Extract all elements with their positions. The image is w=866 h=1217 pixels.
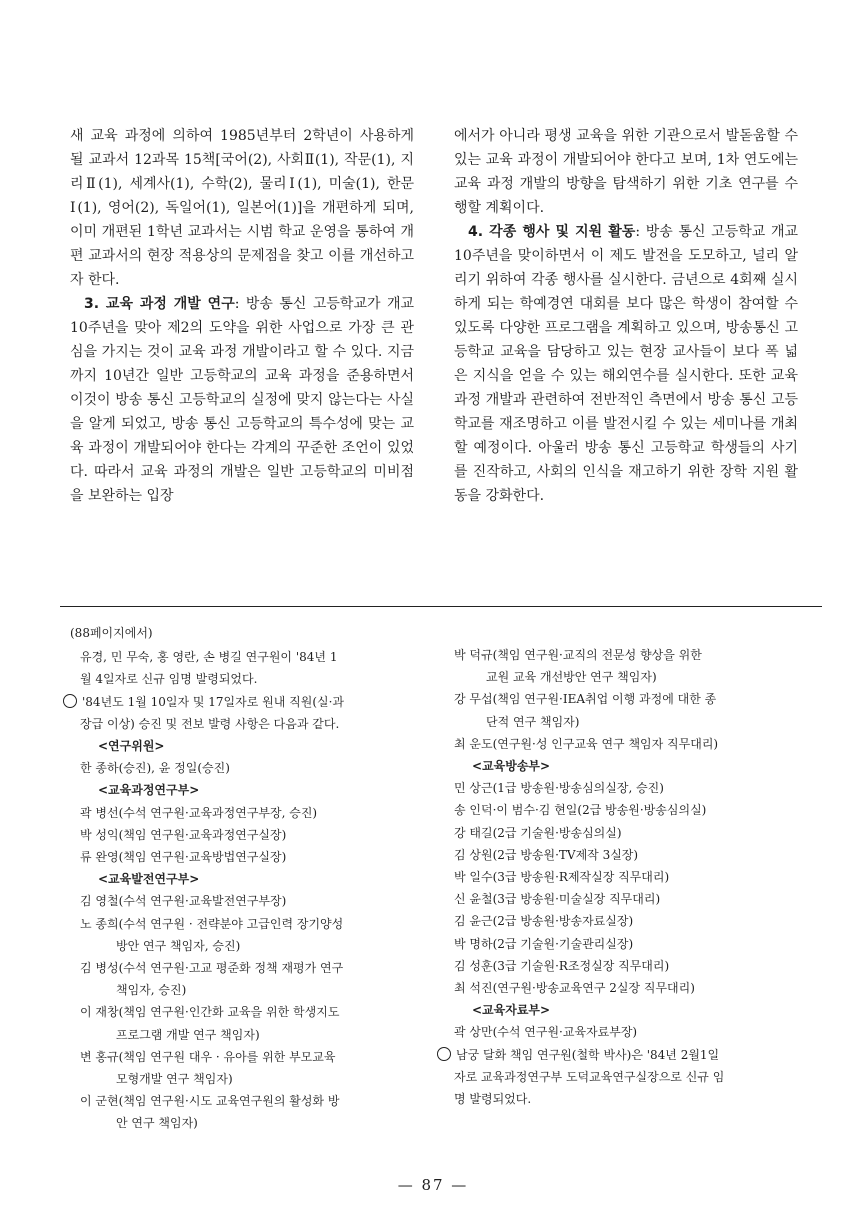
notes-section	[70, 622, 800, 1135]
note-line: 곽 병선(수석 연구원·교육과정연구부장, 승진)	[80, 805, 318, 820]
note-line: 월 4일자로 신규 임명 발령되었다.	[80, 672, 258, 687]
main-text-section	[70, 124, 798, 508]
paragraph-events-support	[454, 220, 798, 508]
note-section-label: <교육방송부>	[472, 759, 551, 774]
note-line-continuation: 방안 연구 책임자, 승진)	[116, 938, 241, 953]
note-line-text: '84년도 1월 10일자 및 17일자로 원내 직원(실·과	[82, 694, 345, 709]
note-line: 김 윤근(2급 방송원·방송자료실장)	[454, 914, 634, 929]
note-line-continuation: 책임자, 승진)	[116, 983, 187, 998]
note-line: 최 석진(연구원·방송교육연구 2실장 직무대리)	[454, 981, 695, 996]
note-line: 자로 교육과정연구부 도덕교육연구실장으로 신규 임	[454, 1069, 725, 1084]
note-line: 한 종하(승진), 윤 정일(승진)	[80, 761, 230, 776]
note-line: 송 인덕·이 범수·김 현일(2급 방송원·방송심의실)	[454, 803, 707, 818]
section-text-events: : 방송 통신 고등학교 개교 10주년을 맞이하면서 이 제도 발전을 도모하고, 널리 알리기 위하여 각종 행사를 실시한다. 금년으로 4회째 실시하게 되는 학예경연 대회를 보다 많은 학생이 참여할 수 있도록 다양한 프로그램을 계획하고 있으며, 방송통신 고등학교 교육을 담당하고 있는 현장 교사들이 보다 폭 넓은 지식을 얻을 수 있는 해외연수를 실시한다. 또한 교육 과정 개발과 관련하여 전반적인 측면에서 방송 통신 고등학교를 재조명하고 이를 발전시킬 수 있는 세미나를 개최할 예정이다. 아울러 방송 통신 고등학교 학생들의 사기를 진작하고, 사회의 인식을 재고하기 위한 장학 지원 활동을 강화한다.	[454, 224, 798, 504]
circle-bullet-icon	[63, 694, 77, 708]
section-heading-curriculum: 3. 교육 과정 개발 연구	[84, 296, 235, 312]
note-section-label: <교육발전연구부>	[98, 872, 200, 887]
note-line: 김 영철(수석 연구원·교육발전연구부장)	[80, 894, 287, 909]
left-text-column	[70, 124, 414, 508]
note-line: 류 완영(책임 연구원·교육방법연구실장)	[80, 850, 287, 865]
note-line: 민 상근(1급 방송원·방송심의실장, 승진)	[454, 781, 664, 796]
note-line: 변 홍규(책임 연구원 대우 · 유아를 위한 부모교육	[80, 1049, 336, 1064]
note-line: 강 태길(2급 기술원·방송심의실)	[454, 825, 622, 840]
note-line: 박 성익(책임 연구원·교육과정연구실장)	[80, 827, 287, 842]
section-text-curriculum: : 방송 통신 고등학교가 개교 10주년을 맞아 제2의 도약을 위한 사업으로 가장 큰 관심을 가지는 것이 교육 과정 개발이라고 할 수 있다. 지금까지 10년간 일반 고등학교의 교육 과정을 준용하면서 이것이 방송 통신 고등학교의 실정에 맞지 않는다는 사실을 알게 되었고, 방송 통신 고등학교의 특수성에 맞는 교육 과정이 개발되어야 한다는 각계의 꾸준한 조언이 있었다. 따라서 교육 과정의 개발은 일반 고등학교의 미비점을 보완하는 입장	[70, 296, 414, 504]
note-line: 최 운도(연구원·성 인구교육 연구 책임자 직무대리)	[454, 736, 719, 751]
note-line: 장급 이상) 승진 및 전보 발령 사항은 다음과 같다.	[80, 716, 340, 731]
paragraph-curriculum-continued: 에서가 아니라 평생 교육을 위한 기관으로서 발돋움할 수 있는 교육 과정이 개발되어야 한다고 보며, 1차 연도에는 교육 과정 개발의 방향을 탐색하기 위한 기초 연구를 수행할 계획이다.	[454, 128, 798, 216]
note-line: 이 군현(책임 연구원·시도 교육연구원의 활성화 방	[80, 1094, 340, 1109]
note-line: 강 무섭(책임 연구원·IEA취업 이행 과정에 대한 종	[454, 692, 717, 707]
note-line: 김 상원(2급 방송원·TV제작 3실장)	[454, 847, 639, 862]
notes-left-column	[70, 622, 410, 1135]
note-section-label: <연구위원>	[98, 739, 165, 754]
circle-bullet-icon	[437, 1047, 451, 1061]
note-section-label: <교육자료부>	[472, 1003, 551, 1018]
note-line: 신 윤철(3급 방송원·미술실장 직무대리)	[454, 892, 661, 907]
note-line: 유경, 민 무숙, 홍 영란, 손 병길 연구원이 '84년 1	[80, 650, 338, 665]
notes-source-reference: (88페이지에서)	[70, 626, 153, 640]
paragraph-textbook-revision: 새 교육 과정에 의하여 1985년부터 2학년이 사용하게 될 교과서 12과목 15책[국어(2), 사회Ⅱ(1), 작문(1), 지리Ⅱ(1), 세계사(1), 수학(2), 물리Ⅰ(1), 미술(1), 한문Ⅰ(1), 영어(2), 독일어(1), 일본어(1)]을 개편하게 되며, 이미 개편된 1학년 교과서는 시범 학교 운영을 통하여 개편 교과서의 현장 적용상의 문제점을 찾고 이를 개선하고자 한다.	[70, 128, 414, 288]
note-line: 박 명하(2급 기술원·기술관리실장)	[454, 936, 634, 951]
note-line-text: 남궁 달화 책임 연구원(철학 박사)은 '84년 2월1일	[456, 1047, 720, 1062]
note-line: 박 일수(3급 방송원·R제작실장 직무대리)	[454, 870, 670, 885]
notes-right-column	[444, 622, 800, 1135]
page-number: — 87 —	[397, 1176, 469, 1194]
note-line-bulleted	[70, 691, 410, 713]
note-line: 곽 상만(수석 연구원·교육자료부장)	[454, 1025, 638, 1040]
paragraph-curriculum-development	[70, 292, 414, 508]
note-line-continuation: 단적 연구 책임자)	[486, 714, 580, 729]
note-line: 박 덕규(책임 연구원·교직의 전문성 향상을 위한	[454, 648, 702, 662]
note-line: 명 발령되었다.	[454, 1092, 532, 1107]
note-line: 이 재창(책임 연구원·인간화 교육을 위한 학생지도	[80, 1005, 340, 1020]
section-divider	[60, 606, 822, 607]
note-line-continuation: 교원 교육 개선방안 연구 책임자)	[486, 670, 657, 685]
note-line-continuation: 모형개발 연구 책임자)	[116, 1072, 233, 1087]
note-line-bulleted	[444, 1044, 800, 1066]
note-section-label: <교육과정연구부>	[98, 783, 200, 798]
note-line: 김 성훈(3급 기술원·R조정실장 직무대리)	[454, 958, 670, 973]
note-line-continuation: 안 연구 책임자)	[116, 1116, 198, 1131]
section-heading-events: 4. 각종 행사 및 지원 활동	[468, 224, 636, 240]
note-line: 노 종희(수석 연구원 · 전략분야 고급인력 장기양성	[80, 916, 344, 931]
right-text-column	[454, 124, 798, 508]
note-line-continuation: 프로그램 개발 연구 책임자)	[116, 1027, 260, 1042]
note-line: 김 병성(수석 연구원·고교 평준화 정책 재평가 연구	[80, 961, 344, 976]
